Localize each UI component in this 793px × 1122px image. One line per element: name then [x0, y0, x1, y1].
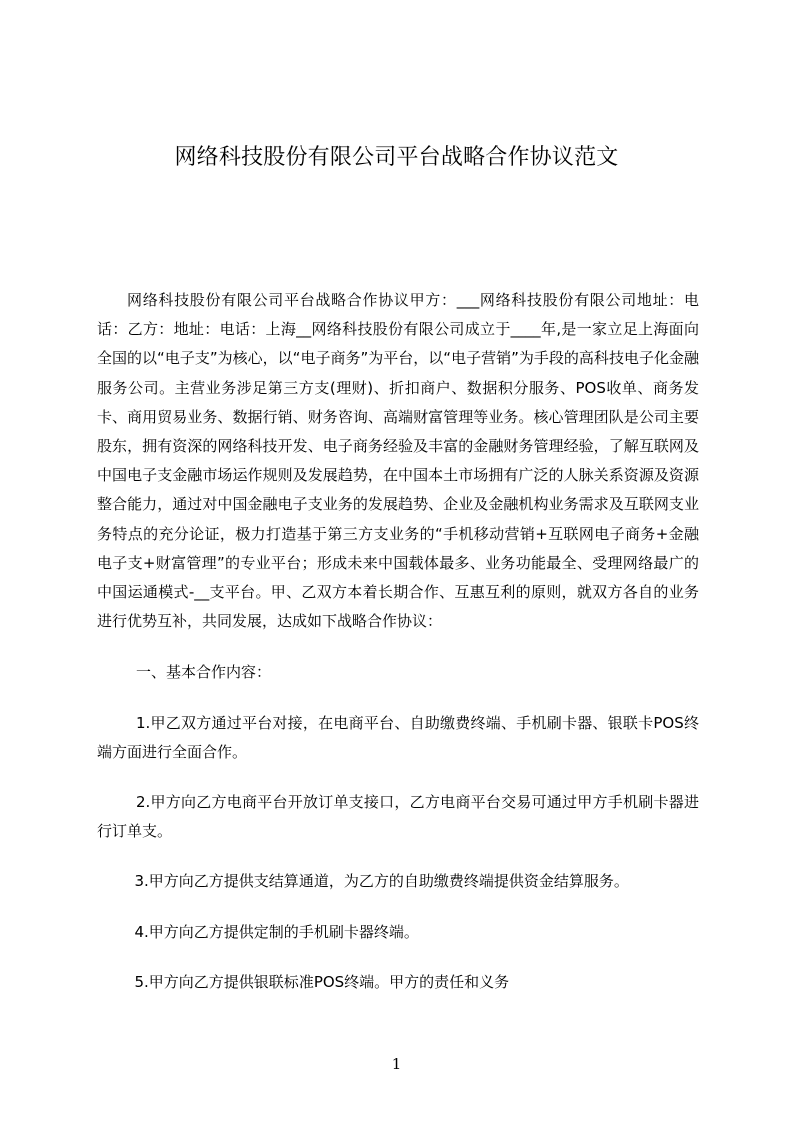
list-item: 5.甲方向乙方提供银联标准POS终端。甲方的责任和义务 [134, 972, 510, 991]
list-item: 3.甲方向乙方提供支结算通道，为乙方的自助缴费终端提供资金结算服务。 [134, 872, 629, 891]
page-number: 1 [391, 1055, 402, 1073]
document-title: 网络科技股份有限公司平台战略合作协议范文 [174, 145, 619, 170]
section-heading: 一、基本合作内容： [136, 663, 272, 682]
intro-paragraph: 网络科技股份有限公司平台战略合作协议甲方：___网络科技股份有限公司地址：电话：乙方：地址：电话：上海__网络科技股份有限公司成立于____年,是一家立足上海面向全国的以“电子支”为核心，以“电子商务”为平台，以“电子营销”为手段的高科技电子化金融服务公司。主营业务涉足第三方支(理财)、折扣商户、数据积分服务、POS收单、商务发卡、商用贸易业务、数据行销、财务咨询、高端财富管理等业务。核心管理团队是公司主要股东，拥有资深的网络科技开发、电子商务经验及丰富的金融财务管理经验，了解互联网及中国电子支金融市场运作规则及发展趋势，在中国本土市场拥有广泛的人脉关系资源及资源整合能力，通过对中国金融电子支业务的发展趋势、企业及金融机构业务需求及互联网支业务特点的充分论证，极力打造基于第三方支业务的“手机移动营销+互联网电子商务+金融电子支+财富管理”的专业平台；形成未来中国载体最多、业务功能最全、受理网络最广的中国运通模式-__支平台。甲、乙双方本着长期合作、互惠互利的原则，就双方各自的业务进行优势互补，共同发展，达成如下战略合作协议： [97, 291, 699, 631]
list-item: 4.甲方向乙方提供定制的手机刷卡器终端。 [134, 922, 419, 941]
list-item: 2.甲方向乙方电商平台开放订单支接口，乙方电商平台交易可通过甲方手机刷卡器进行订单支。 [97, 793, 699, 841]
list-item: 1.甲乙双方通过平台对接，在电商平台、自助缴费终端、手机刷卡器、银联卡POS终端方面进行全面合作。 [97, 713, 699, 761]
document-body [97, 286, 699, 997]
